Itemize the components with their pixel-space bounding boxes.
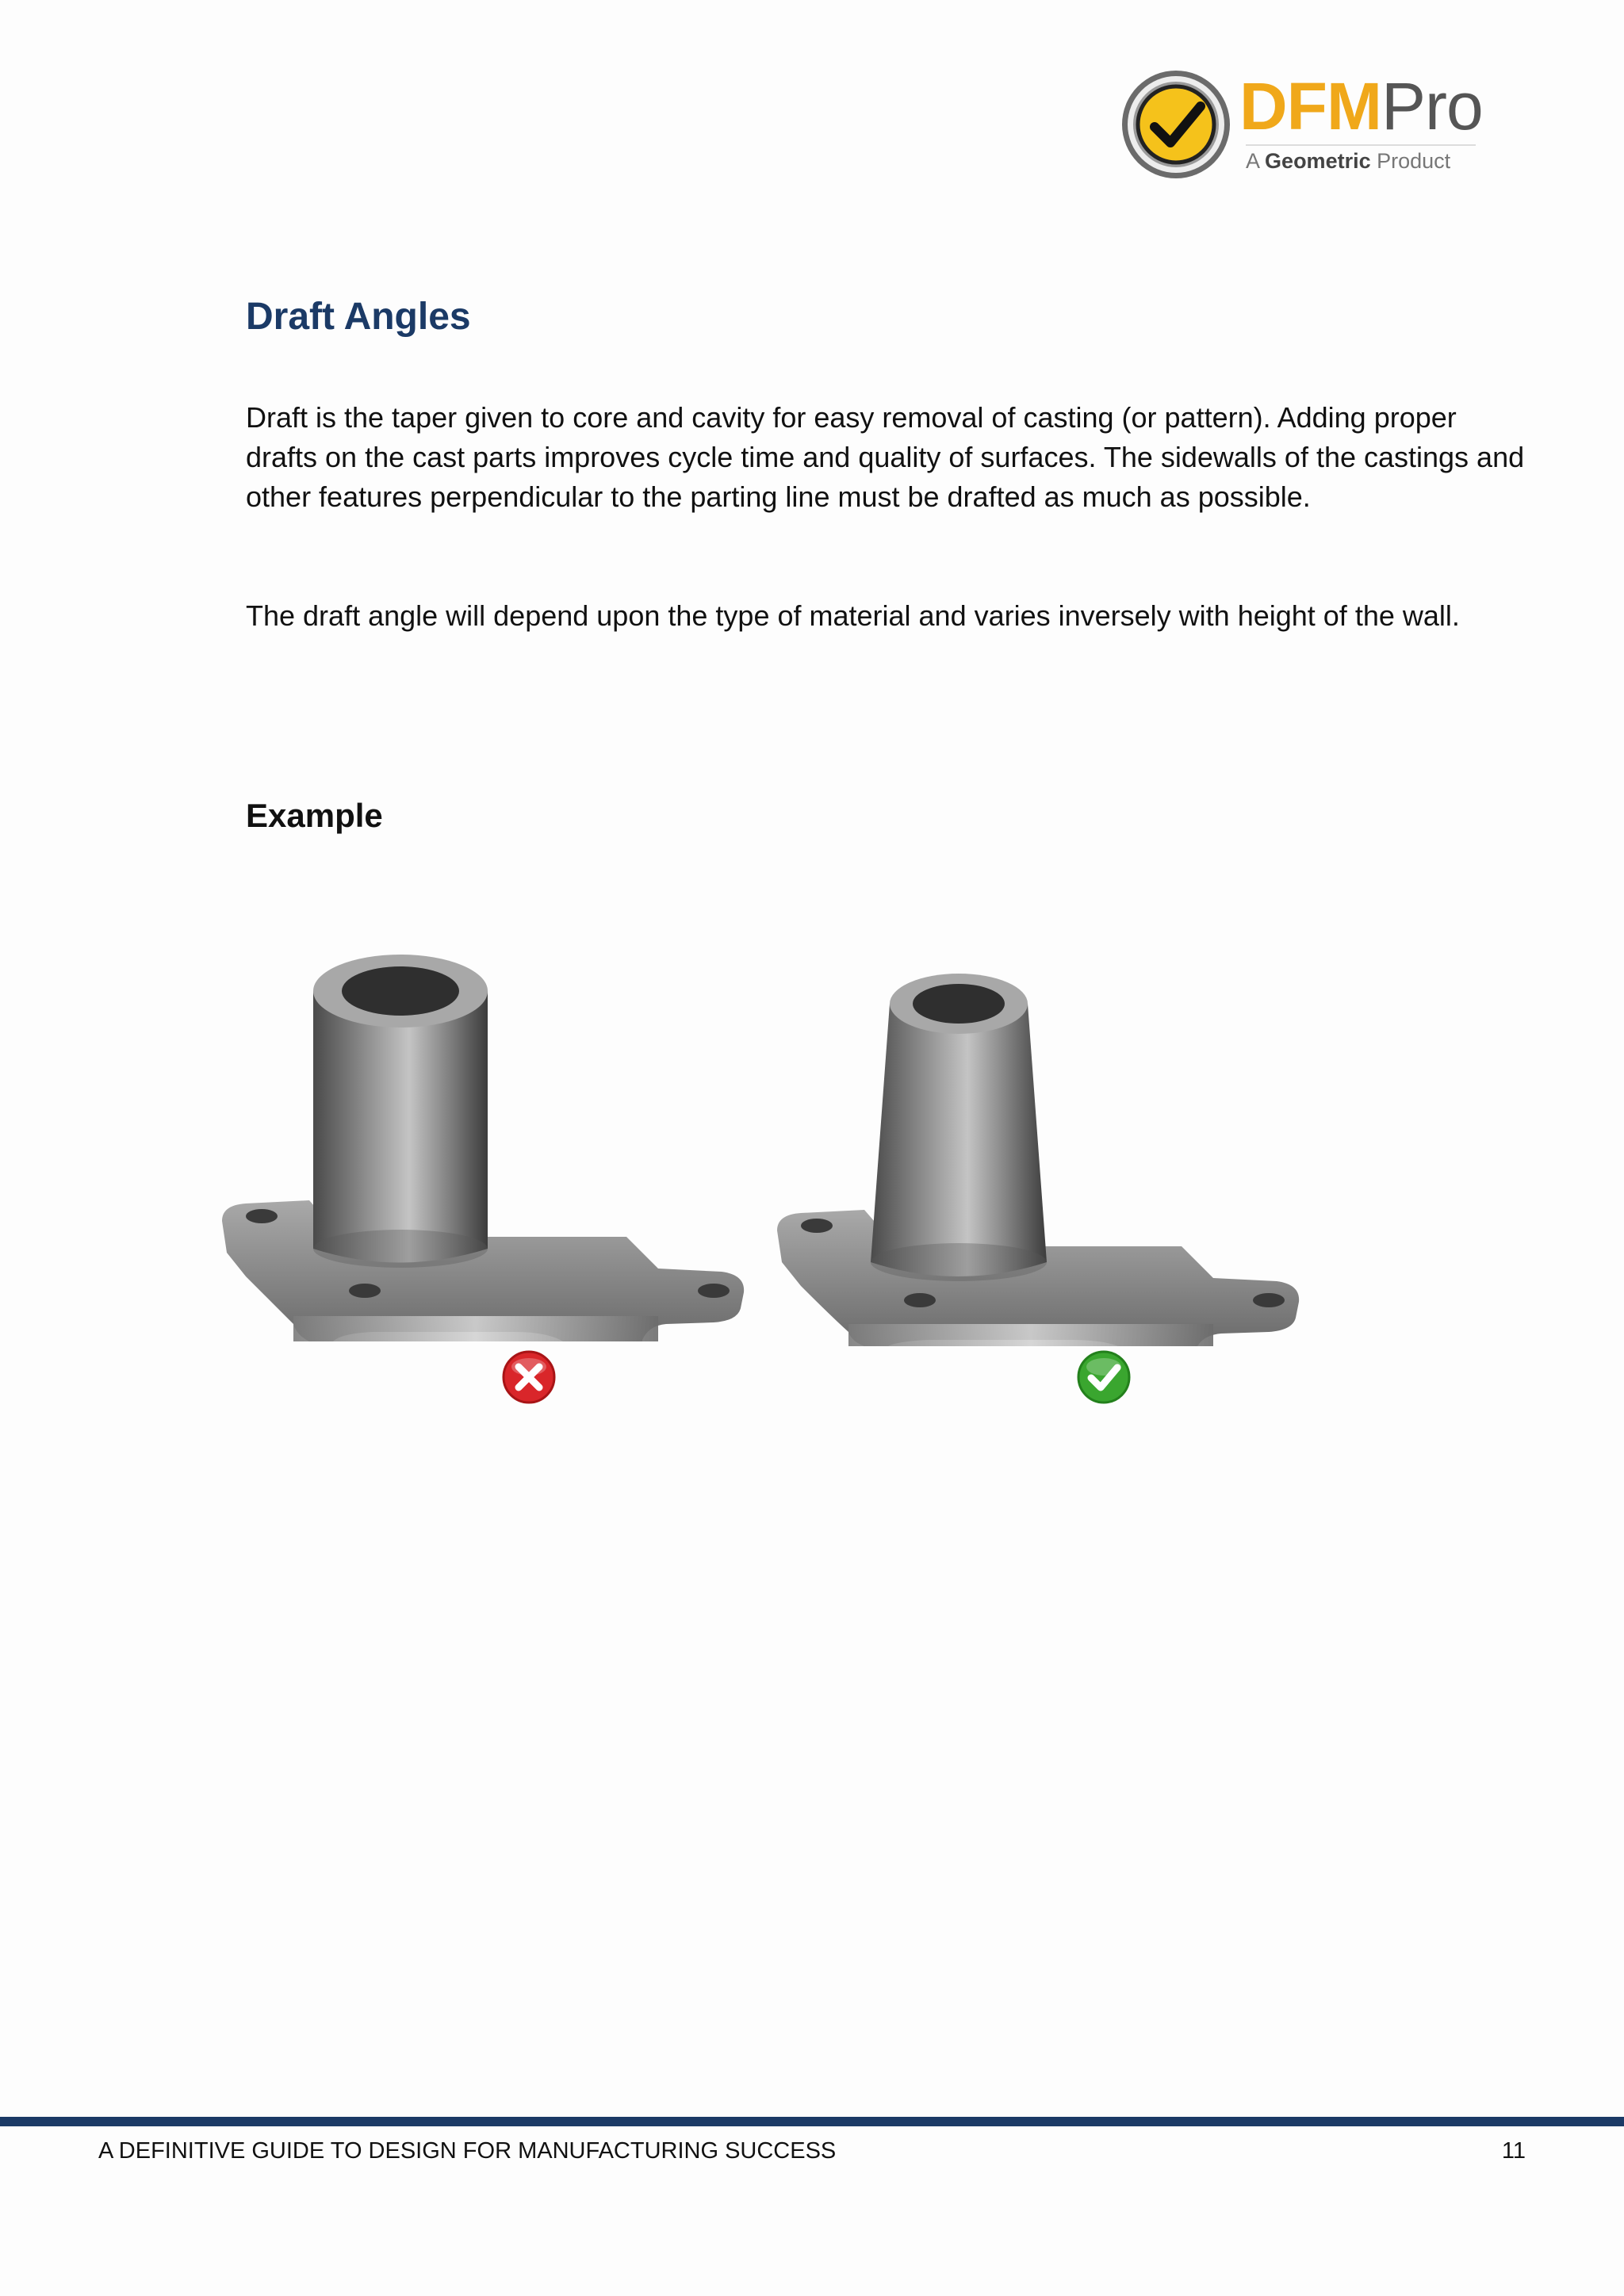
cross-icon (501, 1349, 557, 1405)
casting-with-draft (769, 936, 1308, 1348)
tag-emphasis: Geometric (1265, 149, 1371, 173)
check-icon (1076, 1349, 1132, 1405)
dfmpro-logo (1116, 65, 1489, 192)
footer-title: A DEFINITIVE GUIDE TO DESIGN FOR MANUFACTURING SUCCESS (98, 2138, 837, 2164)
draft-angle-paragraph: The draft angle will depend upon the type of material and varies inversely with height of the wall. (246, 599, 1460, 632)
page-number: 11 (1501, 2138, 1526, 2164)
logo-pro-text: Pro (1381, 69, 1483, 144)
footer-rule (0, 2117, 1624, 2126)
logo-dfm-text: DFM (1239, 69, 1381, 144)
checkmark-logo-icon (1116, 65, 1235, 184)
example-heading: Example (246, 797, 383, 834)
page-title: Draft Angles (246, 296, 471, 338)
example-figure (214, 936, 1324, 1427)
logo-tagline (1246, 144, 1476, 174)
tag-prefix: A (1246, 149, 1259, 173)
tag-suffix: Product (1377, 149, 1451, 173)
logo-wordmark (1239, 69, 1483, 144)
casting-without-draft (214, 936, 753, 1348)
intro-paragraph: Draft is the taper given to core and cavity for easy removal of casting (or pattern). Adding proper drafts on the cast parts improves cycle time and quality of surfaces. The sidewalls of the castings and other features perpendicular to the parting line must be drafted as much as possible. (246, 401, 1525, 513)
